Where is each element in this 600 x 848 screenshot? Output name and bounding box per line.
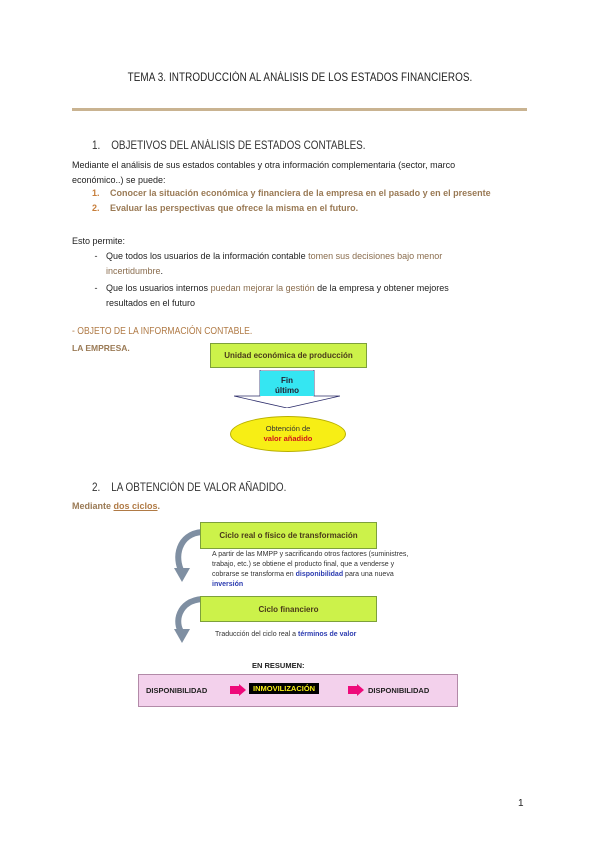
objectives-list	[92, 186, 532, 216]
obtencion-label: Obtención de	[265, 424, 311, 433]
disponibilidad-left: DISPONIBILIDAD	[146, 686, 208, 695]
page-title: TEMA 3. INTRODUCCIÓN AL ANÁLISIS DE LOS ESTADOS FINANCIEROS.	[127, 72, 473, 84]
valor-anadido-label: valor añadido	[263, 434, 313, 443]
bullet-item-2	[86, 281, 526, 296]
section2-number: 2.	[92, 482, 101, 494]
fin-desc-a: Traducción del ciclo real a	[215, 631, 299, 638]
page-number: 1	[518, 798, 524, 809]
ultimo-label: último	[275, 386, 299, 395]
objective-text-1: Conocer la situación económica y financiera de la empresa en el pasado y en el presente	[110, 188, 491, 198]
objective-item-2	[92, 201, 532, 216]
objective-num-2: 2.	[92, 203, 100, 213]
objective-item-1	[92, 186, 532, 201]
section1-intro	[72, 158, 532, 188]
title-divider	[72, 108, 527, 111]
real-desc-3b: disponibilidad	[295, 571, 344, 578]
real-desc-3c: para una nueva	[343, 571, 394, 578]
intro-line-1: Mediante el análisis de sus estados contables y otra información complementaria (sector, marco	[72, 160, 456, 170]
bullet2-text-b: puedan mejorar la gestión	[210, 283, 315, 293]
mediante-line	[72, 499, 160, 514]
real-desc-line-4: inversión	[212, 581, 244, 588]
ciclo-real-desc	[212, 550, 432, 590]
objective-num-1: 1.	[92, 188, 100, 198]
bullet-mark-2: -	[94, 283, 98, 293]
bullet2-text-d: resultados en el futuro	[106, 298, 196, 308]
real-desc-line-2: trabajo, etc.) se obtiene el producto final, que a venderse y	[212, 561, 395, 568]
bullet1-text-a: Que todos los usuarios de la información contable	[106, 251, 309, 261]
bullet2-text-c: de la empresa y obtener mejores	[314, 283, 449, 293]
section1-title: OBJETIVOS DEL ANÁLISIS DE ESTADOS CONTABLES.	[111, 140, 366, 152]
real-desc-3a: cobrarse se transforma en	[212, 571, 296, 578]
objective-text-2: Evaluar las perspectivas que ofrece la misma en el futuro.	[110, 203, 359, 213]
permite-label: Esto permite:	[72, 236, 126, 246]
la-empresa-label: LA EMPRESA.	[72, 343, 130, 353]
en-resumen-label: EN RESUMEN:	[252, 661, 305, 670]
section1-number: 1.	[92, 140, 101, 152]
section2-heading	[92, 482, 286, 494]
disponibilidad-right: DISPONIBILIDAD	[368, 686, 430, 695]
objeto-heading: - OBJETO DE LA INFORMACIÓN CONTABLE.	[72, 326, 253, 337]
mediante-text: Mediante	[72, 501, 114, 511]
arrow-right-icon-2	[348, 684, 364, 696]
bullet-mark-1: -	[94, 251, 98, 261]
bullet2-text-a: Que los usuarios internos	[106, 283, 211, 293]
real-desc-line-1: A partir de las MMPP y sacrificando otros factores (suministres,	[212, 551, 409, 558]
valor-anadido-ellipse	[230, 416, 346, 452]
bullet1-text-b: tomen sus decisiones bajo menor	[308, 251, 443, 261]
bullet1-text-d: .	[160, 266, 164, 276]
section2-title: LA OBTENCIÓN DE VALOR AÑADIDO.	[111, 482, 287, 494]
intro-line-2: económico..) se puede:	[72, 175, 166, 185]
fin-ultimo-label	[262, 376, 312, 396]
arrow-right-icon-1	[230, 684, 246, 696]
fin-label: Fin	[281, 376, 293, 385]
ciclo-real-box: Ciclo real o físico de transformación	[200, 522, 377, 549]
bullet1-text-c: incertidumbre	[106, 266, 161, 276]
fin-desc-b: términos de valor	[298, 631, 357, 638]
bullet-item-2-cont	[86, 296, 526, 311]
real-desc-line-3	[212, 570, 432, 580]
bullet-item-1-cont	[86, 264, 526, 279]
dos-ciclos-text: dos ciclos	[113, 501, 158, 511]
ciclo-financiero-box: Ciclo financiero	[200, 596, 377, 622]
bullet-list	[86, 249, 526, 311]
mediante-period: .	[157, 501, 161, 511]
section1-heading	[92, 140, 366, 152]
inmovilizacion-label: INMOVILIZACIÓN	[249, 683, 319, 694]
bullet-item-1	[86, 249, 526, 264]
unidad-economica-box: Unidad económica de producción	[210, 343, 367, 368]
ciclo-financiero-desc	[215, 631, 356, 638]
